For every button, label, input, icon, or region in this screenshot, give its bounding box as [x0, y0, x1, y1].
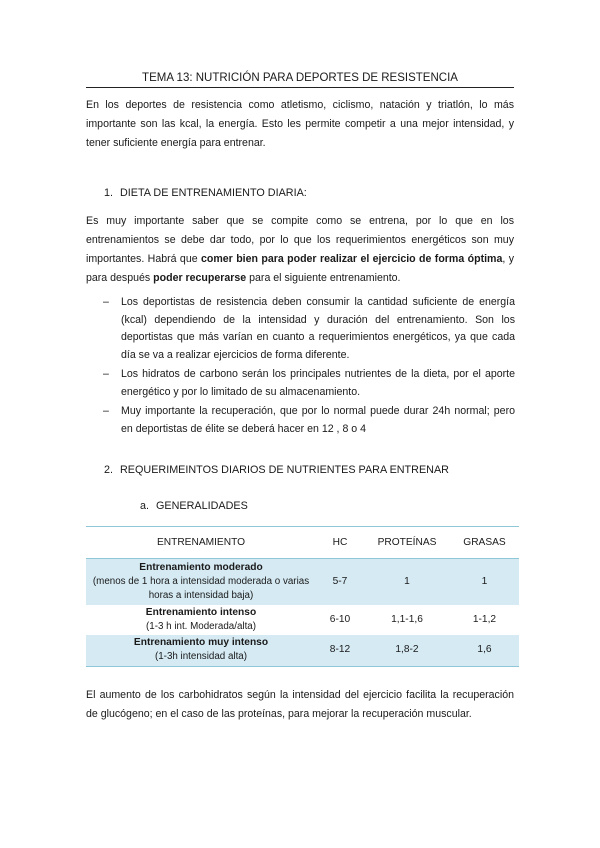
training-cell: [86, 605, 316, 635]
intro-paragraph: En los deportes de resistencia como atletismo, ciclismo, natación y triatlón, lo más importante son las kcal, la energía. Esto les permite competir a una mejor intensidad, y tener suficiente energía para entrenar.: [86, 99, 514, 149]
list-item: [103, 294, 515, 364]
para-text-1: Es muy importante saber que se compite como se entrena, por lo que en los entrenamientos se debe dar todo, por lo que los requerimientos energéticos son muy importantes. Habrá que: [86, 215, 514, 265]
table-header-row: [86, 527, 519, 559]
bullet-dash: –: [103, 368, 109, 380]
bullet-text: Los deportistas de resistencia deben consumir la cantidad suficiente de energía (kcal) dependiendo de la intensidad y duración del entrenamiento. Son los deportistas que más varían en cuanto a requerimientos energéticos, ya que cada día se va a realizar ejercicios de forma diferente.: [121, 296, 515, 361]
fats-cell: 1: [450, 559, 519, 605]
hc-cell: 8-12: [316, 635, 364, 667]
section-1-title: DIETA DE ENTRENAMIENTO DIARIA:: [120, 187, 307, 199]
subsection-heading: [140, 500, 248, 512]
page-title: TEMA 13: NUTRICIÓN PARA DEPORTES DE RESISTENCIA: [86, 72, 514, 88]
para-bold-2: poder recuperarse: [153, 272, 247, 284]
conclusion-paragraph: El aumento de los carbohidratos según la intensidad del ejercicio facilita la recuperación de glucógeno; en el caso de las proteínas, para mejorar la recuperación muscular.: [86, 689, 514, 720]
section-2-number: 2.: [104, 464, 114, 476]
table-row: [86, 605, 519, 635]
fats-cell: 1-1,2: [472, 613, 497, 625]
training-cell: [86, 559, 316, 605]
bullet-text: Los hidratos de carbono serán los principales nutrientes de la dieta, por el aporte energético y por lo limitado de su almacenamiento.: [121, 368, 515, 398]
section-1-heading: [104, 187, 307, 199]
subsection-letter: a.: [140, 500, 150, 512]
para-text-2: , y para después: [86, 253, 514, 284]
list-item: [103, 403, 515, 438]
table-row: [86, 635, 519, 667]
proteins-cell: 1,8-2: [364, 635, 450, 667]
para-text-3: para el siguiente entrenamiento.: [246, 272, 401, 284]
header-training: ENTRENAMIENTO: [86, 527, 316, 559]
bullet-dash: –: [103, 405, 109, 417]
header-fats: GRASAS: [450, 527, 519, 559]
section-2-title: REQUERIMEINTOS DIARIOS DE NUTRIENTES PARA ENTRENAR: [120, 464, 449, 476]
training-detail: (1-3 h int. Moderada/alta): [146, 620, 256, 632]
list-item: [103, 366, 515, 401]
hc-cell: 6-10: [329, 613, 351, 625]
bullet-dash: –: [103, 296, 109, 308]
header-hc: HC: [316, 527, 364, 559]
training-cell: [86, 635, 316, 667]
bullet-list: [103, 294, 515, 438]
fats-cell: 1,6: [450, 635, 519, 667]
section-1-paragraph: [86, 212, 514, 288]
training-name: Entrenamiento moderado: [139, 561, 263, 573]
training-name: Entrenamiento intenso: [145, 606, 257, 618]
header-proteins: PROTEÍNAS: [364, 527, 450, 559]
table-row: [86, 559, 519, 605]
subsection-title: GENERALIDADES: [156, 500, 248, 512]
proteins-cell: 1,1-1,6: [391, 613, 423, 625]
training-detail: (menos de 1 hora a intensidad moderada o varias horas a intensidad baja): [92, 575, 310, 601]
training-name: Entrenamiento muy intenso: [133, 637, 269, 649]
nutrient-table: [86, 526, 519, 667]
proteins-cell: 1: [364, 559, 450, 605]
training-detail: (1-3h intensidad alta): [154, 651, 248, 663]
section-1-number: 1.: [104, 187, 114, 199]
section-2-heading: [104, 464, 449, 476]
bullet-text: Muy importante la recuperación, que por lo normal puede durar 24h normal; pero en deportistas de élite se deberá hacer en 12 , 8 o 4: [121, 405, 515, 435]
para-bold-1: comer bien para poder realizar el ejercicio de forma óptima: [201, 253, 503, 265]
hc-cell: 5-7: [316, 559, 364, 605]
